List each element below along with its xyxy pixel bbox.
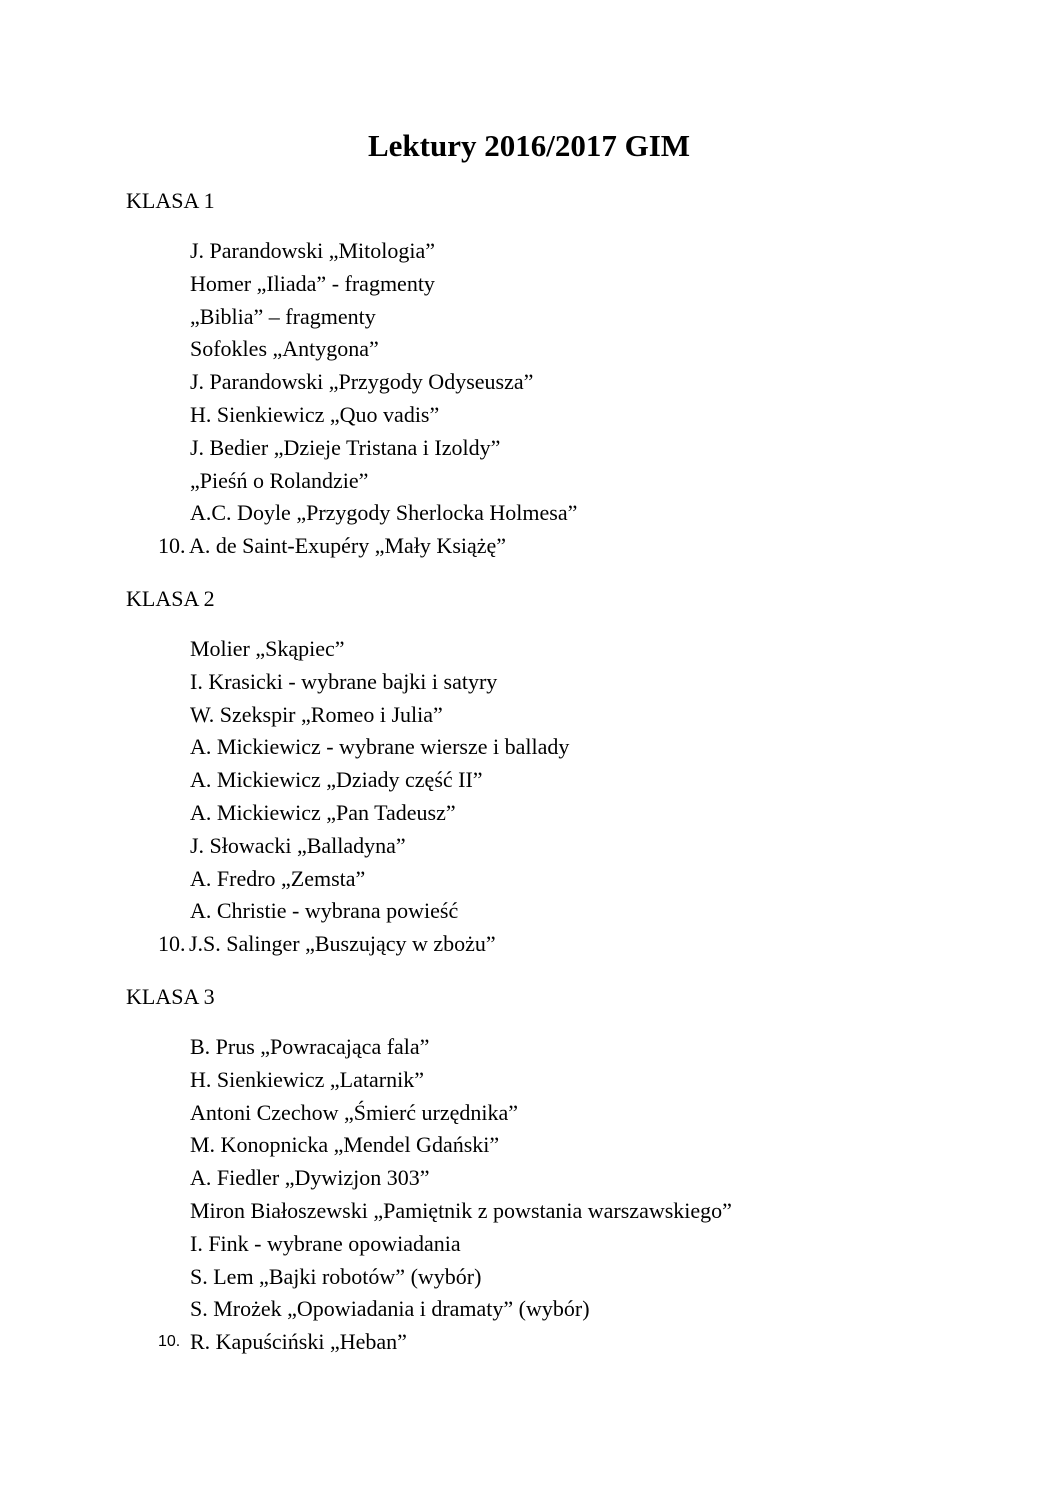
item-number: 10. (158, 533, 186, 559)
item-number: 10. (158, 931, 186, 957)
item-text: J.S. Salinger „Buszujący w zbożu” (189, 931, 496, 957)
section-heading-klasa-1: KLASA 1 (126, 188, 215, 213)
item-text: B. Prus „Powracająca fala” (190, 1034, 430, 1059)
item-text: M. Konopnicka „Mendel Gdański” (190, 1132, 500, 1158)
item-text: A.C. Doyle „Przygody Sherlocka Holmesa” (190, 500, 578, 526)
item-text: S. Lem „Bajki robotów” (wybór) (190, 1263, 482, 1289)
item-text: H. Sienkiewicz „Quo vadis” (190, 401, 440, 427)
item-text: „Biblia” – fragmenty (190, 303, 376, 329)
item-text: J. Słowacki „Balladyna” (190, 832, 406, 858)
item-text: J. Parandowski „Przygody Odyseusza” (190, 369, 534, 395)
page-title: Lektury 2016/2017 GIM (367, 128, 691, 163)
item-text: Homer „Iliada” - fragmenty (190, 270, 435, 296)
item-text: R. Kapuściński „Heban” (190, 1329, 407, 1355)
item-text: S. Mrożek „Opowiadania i dramaty” (wybór) (190, 1296, 590, 1322)
section-heading-klasa-2: KLASA 2 (126, 586, 215, 611)
item-text: A. Fiedler „Dywizjon 303” (190, 1165, 430, 1191)
item-text: I. Krasicki - wybrane bajki i satyry (190, 668, 498, 694)
item-text: A. Mickiewicz „Pan Tadeusz” (190, 799, 456, 825)
item-text: Molier „Skąpiec” (190, 636, 345, 661)
item-text: Antoni Czechow „Śmierć urzędnika” (190, 1099, 519, 1125)
item-text: A. Mickiewicz „Dziady część II” (190, 767, 483, 793)
item-text: „Pieśń o Rolandzie” (190, 467, 369, 493)
item-text: Miron Białoszewski „Pamiętnik z powstania warszawskiego” (190, 1197, 732, 1223)
item-number: 10. (158, 1333, 181, 1351)
section-heading-klasa-3: KLASA 3 (126, 984, 215, 1009)
item-text: A. Christie - wybrana powieść (190, 898, 459, 924)
item-text: I. Fink - wybrane opowiadania (190, 1230, 461, 1256)
item-text: A. Mickiewicz - wybrane wiersze i ballady (190, 734, 570, 760)
item-text: H. Sienkiewicz „Latarnik” (190, 1066, 424, 1092)
item-text: J. Bedier „Dzieje Tristana i Izoldy” (190, 434, 501, 460)
item-text: A. de Saint-Exupéry „Mały Książę” (189, 533, 507, 559)
item-text: W. Szekspir „Romeo i Julia” (190, 701, 443, 727)
item-text: J. Parandowski „Mitologia” (190, 238, 436, 263)
item-text: A. Fredro „Zemsta” (190, 865, 366, 891)
item-text: Sofokles „Antygona” (190, 336, 379, 362)
